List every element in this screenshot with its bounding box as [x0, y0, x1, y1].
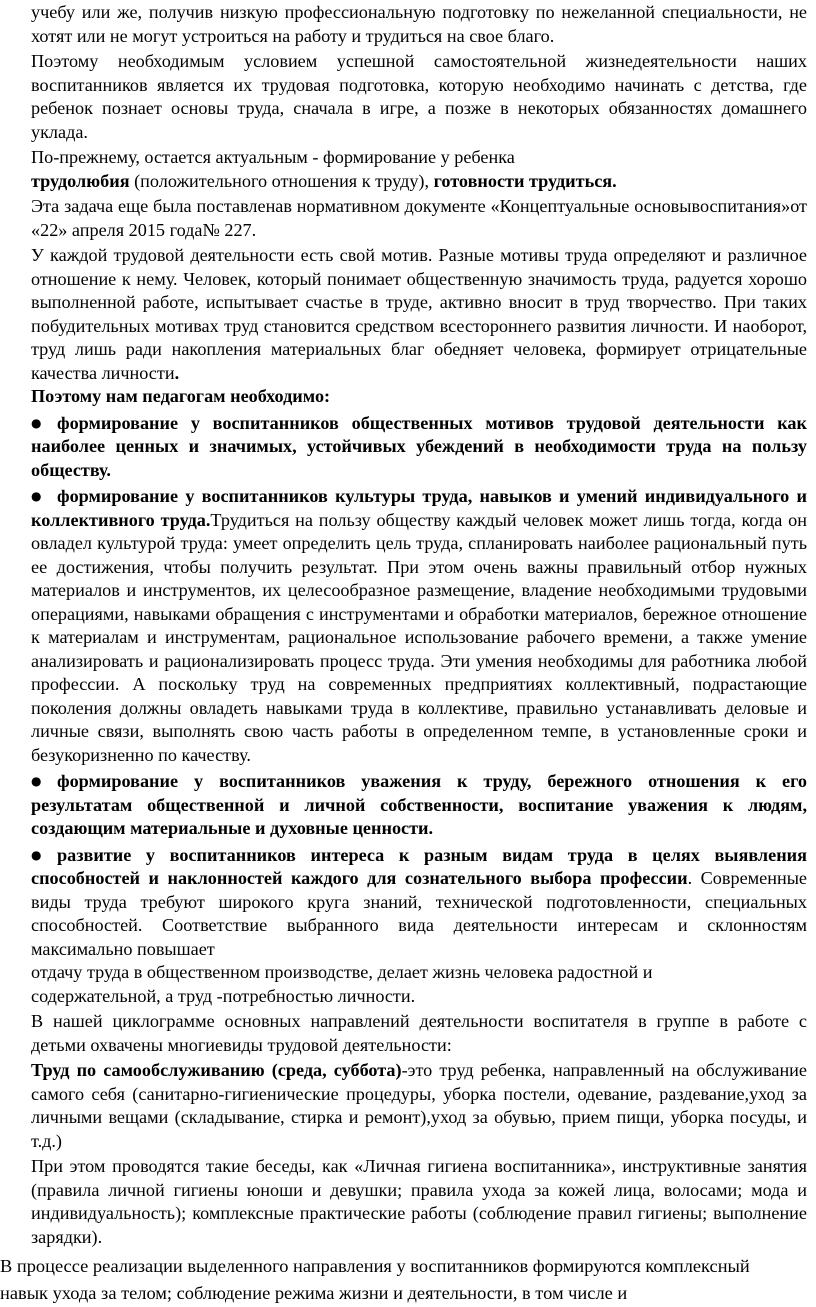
bold-readiness: готовности трудиться.: [433, 170, 617, 191]
bullet-icon: ●: [31, 415, 42, 430]
list-item: ● формирование у воспитанников культуры труда, навыков и умений индивидуального и коллективного труда.Трудиться на пользу обществу каждый человек может лишь тогда, когда он овладел культурой труда: умеет определить цель труда, спланировать наиболее рациональный путь ее достижения, чтобы получить результат. При этом очень важны правильный отбор нужных материалов и инструментов, их целесообразное размещение, владение необходимыми трудовыми операциями, навыками обращения с инструментами и обработки материалов, бережное отношение к материалам и инструментам, рациональное использование рабочего времени, а также умение анализировать и рационализировать процесс труда. Эти умения необходимы для работника любой профессии. А поскольку труд на современных предприятиях коллективный, подрастающие поколения должны овладеть навыками труда в коллективе, правильно устанавливать деловые и личные связи, выполнять свою часть работы в определенном темпе, в установленные сроки и безукоризненно по качеству.: [31, 486, 807, 765]
bullet-icon: ●: [31, 774, 42, 788]
paragraph-cyclogram: В нашей циклограмме основных направлений деятельности воспитателя в группе в работе с детьми охвачены многиевиды трудовой деятельности:: [31, 1011, 807, 1055]
paragraph-labor-output: отдачу труда в общественном производстве, делает жизнь человека радостной и: [31, 962, 653, 982]
paragraph-document-reference: Эта задача еще была поставленав нормативном документе «Концептуальные основывоспитания»от «22» апреля 2015 года№ 227.: [31, 196, 807, 240]
paragraph-motives: У каждой трудовой деятельности есть свой мотив. Разные мотивы труда определяют и различное отношение к нему. Человек, который понимает общественную значимость труда, радуется хорошо выполненной работе, испытывает счастье в труде, активно вносит в труд творчество. При таких побудительных мотивах труд становится средством всестороннего развития личности. И наоборот, труд лишь ради накопления материальных благ обедняет человека, формирует отрицательные качества личности.: [31, 245, 807, 383]
bullet-icon: ●: [31, 847, 42, 862]
paragraph-diligence: трудолюбия (положительного отношения к труду), готовности трудиться.: [31, 170, 617, 191]
paragraph-teachers-need: Поэтому нам педагогам необходимо:: [31, 386, 331, 406]
paragraph-actual: По-прежнему, остается актуальным - формирование у ребенка: [31, 147, 515, 167]
paragraph-self-service: Труд по самообслуживанию (среда, суббота)-это труд ребенка, направленный на обслуживание самого себя (санитарно-гигиенические процедуры, уборка постели, одевание, раздевание,уход за личными вещами (складывание, стирка и ремонт),уход за обувью, прием пищи, уборка посуды, и т.д.): [31, 1060, 807, 1151]
list-item: ● формирование у воспитанников уважения к труду, бережного отношения к его результатам общественной и личной собственности, воспитание уважения к людям, создающим материальные и духовные ценности.: [31, 771, 807, 838]
bold-diligence: трудолюбия: [31, 170, 130, 191]
paragraph-labor-need: содержательной, а труд -потребностью личности.: [31, 985, 416, 1006]
paragraph-implementation-line1: В процессе реализации выделенного направления у воспитанников формируются комплексный: [0, 1256, 750, 1276]
paragraph-implementation-line2: навык ухода за телом; соблюдение режима жизни и деятельности, в том числе и: [0, 1283, 628, 1303]
bold-self-service: Труд по самообслуживанию (среда, суббота): [31, 1060, 402, 1080]
list-item: ● формирование у воспитанников общественных мотивов трудовой деятельности как наиболее ценных и значимых, устойчивых убеждений в необходимости труда на пользу обществу.: [31, 412, 807, 480]
paragraph-conversations: При этом проводятся такие беседы, как «Личная гигиена воспитанника», инструктивные занятия (правила личной гигиены юноши и девушки; правила ухода за кожей лица, волосами; мода и индивидуальность); комплексные практические работы (соблюдение правил гигиены; выполнение зарядки).: [31, 1156, 807, 1247]
paragraph-condition: Поэтому необходимым условием успешной самостоятельной жизнедеятельности наших воспитанников является их трудовая подготовка, которую необходимо начинать с детства, где ребенок познает основы труда, сначала в игре, а позже в некоторых обязанностях домашнего уклада.: [31, 51, 807, 142]
paragraph-intro: учебу или же, получив низкую профессиональную подготовку по нежеланной специальности, не хотят или не могут устроиться на работу и трудиться на свое благо.: [31, 2, 807, 46]
bullet-icon: ●: [31, 489, 42, 503]
list-item: ● развитие у воспитанников интереса к разным видам труда в целях выявления способностей и наклонностей каждого для сознательного выбора профессии. Современные виды труда требуют широкого круга знаний, технической подготовленности, специальных способностей. Соответствие выбранного вида деятельности интересам и склонностям максимально повышает: [31, 844, 807, 959]
